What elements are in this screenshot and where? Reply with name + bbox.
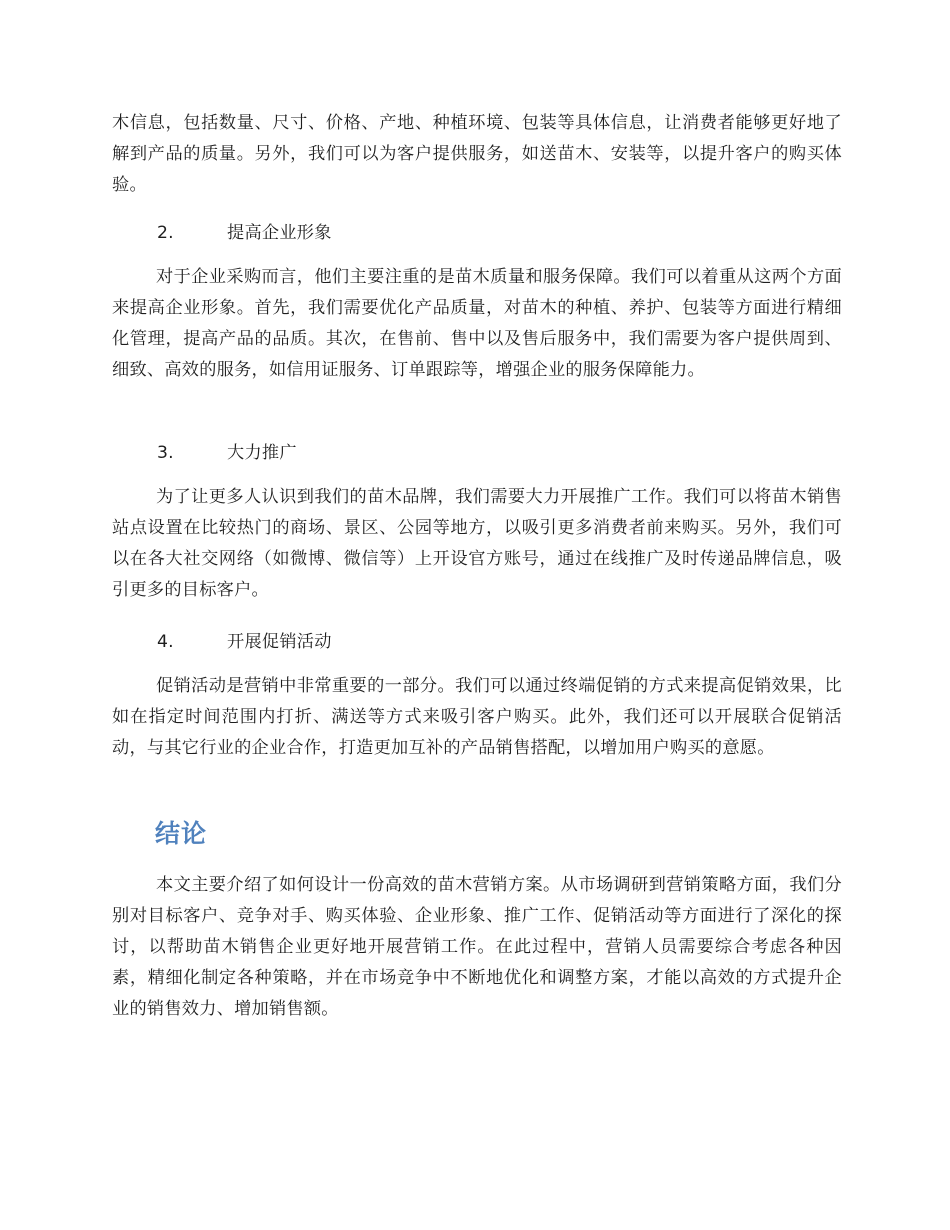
list-label: 开展促销活动 (227, 632, 332, 652)
list-label: 大力推广 (227, 443, 297, 463)
paragraph-promotion: 为了让更多人认识到我们的苗木品牌，我们需要大力开展推广工作。我们可以将苗木销售站点设置在比较热门的商场、景区、公园等地方，以吸引更多消费者前来购买。另外，我们可以在各大社交网络（如微博、微信等）上开设官方账号，通过在线推广及时传递品牌信息，吸引更多的目标客户。 (112, 487, 842, 600)
list-label: 提高企业形象 (227, 223, 332, 243)
paragraph-enterprise-image: 对于企业采购而言，他们主要注重的是苗木质量和服务保障。我们可以着重从这两个方面来提高企业形象。首先，我们需要优化产品质量，对苗木的种植、养护、包装等方面进行精细化管理，提高产品的品质。其次，在售前、售中以及售后服务中，我们需要为客户提供周到、细致、高效的服务，如信用证服务、订单跟踪等，增强企业的服务保障能力。 (112, 267, 842, 380)
paragraph-conclusion: 本文主要介绍了如何设计一份高效的苗木营销方案。从市场调研到营销策略方面，我们分别对目标客户、竞争对手、购买体验、企业形象、推广工作、促销活动等方面进行了深化的探讨，以帮助苗木销售企业更好地开展营销工作。在此过程中，营销人员需要综合考虑各种因素，精细化制定各种策略，并在市场竞争中不断地优化和调整方案，才能以高效的方式提升企业的销售效力、增加销售额。 (112, 875, 842, 1019)
list-number: 4. (157, 632, 174, 652)
paragraph-product-info: 木信息，包括数量、尺寸、价格、产地、种植环境、包装等具体信息，让消费者能够更好地了解到产品的质量。另外，我们可以为客户提供服务，如送苗木、安装等，以提升客户的购买体验。 (112, 113, 842, 195)
list-number: 3. (157, 443, 174, 463)
paragraph-sales-promotion: 促销活动是营销中非常重要的一部分。我们可以通过终端促销的方式来提高促销效果，比如在指定时间范围内打折、满送等方式来吸引客户购买。此外，我们还可以开展联合促销活动，与其它行业的企业合作，打造更加互补的产品销售搭配，以增加用户购买的意愿。 (112, 676, 842, 758)
list-number: 2. (157, 223, 174, 243)
conclusion-heading: 结论 (155, 819, 208, 848)
